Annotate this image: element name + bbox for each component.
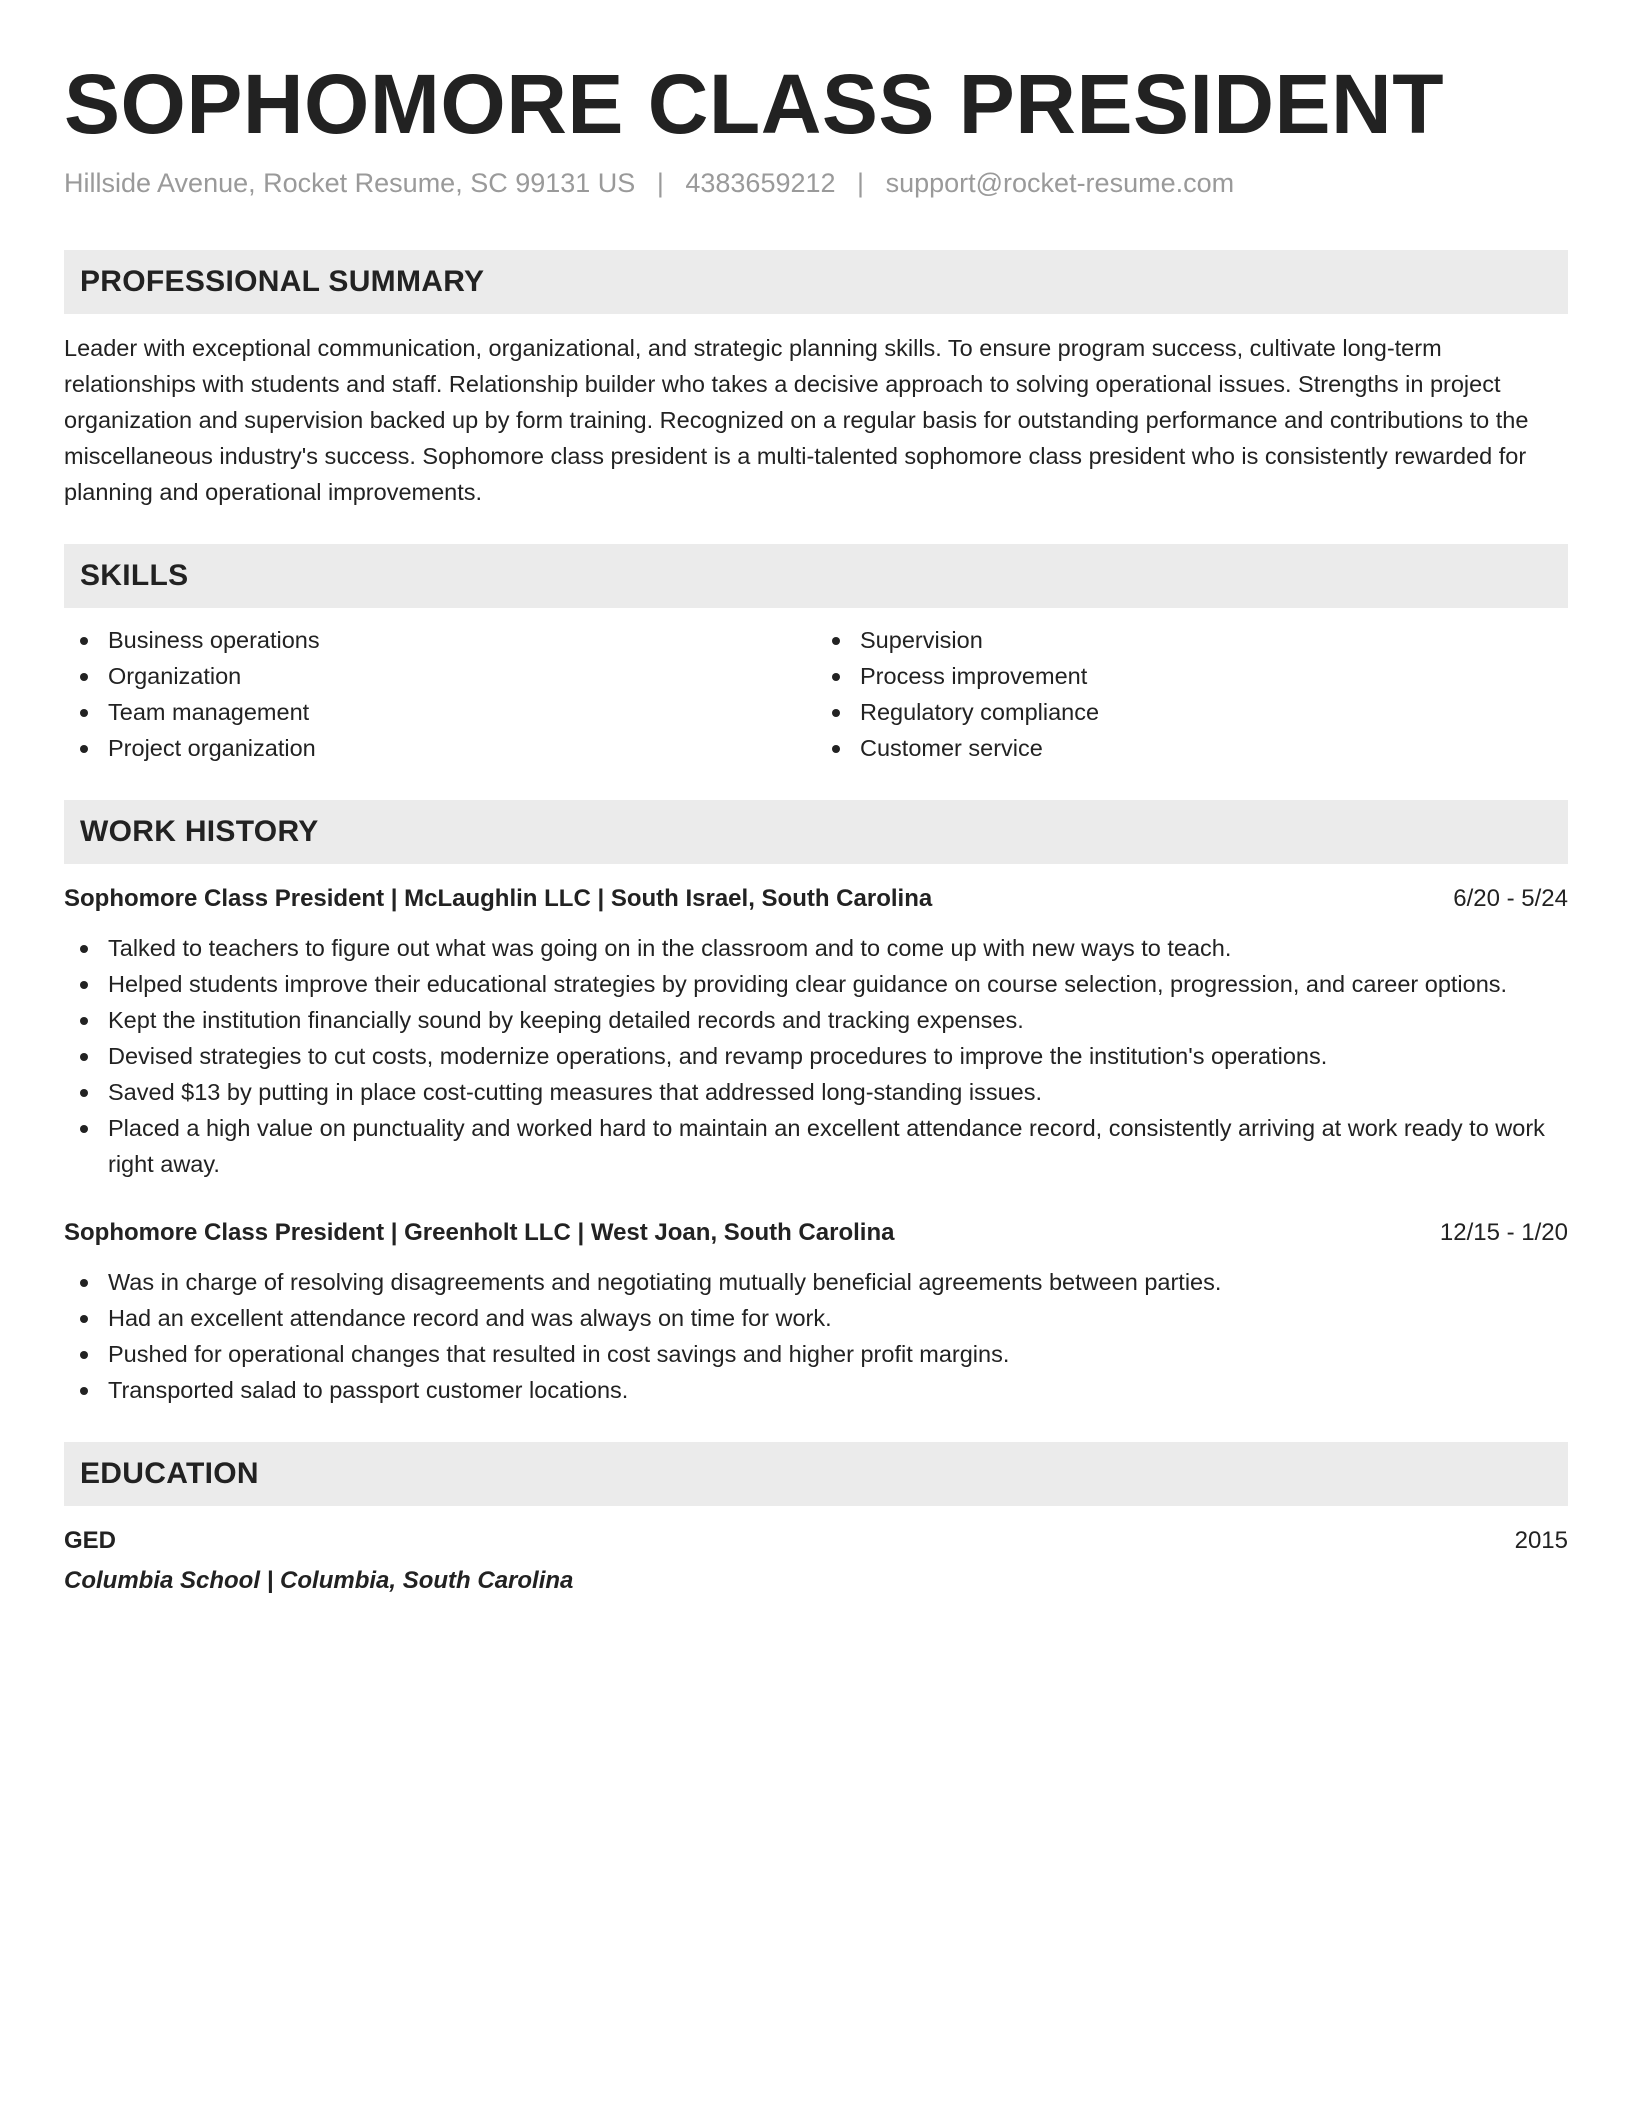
skill-item: Supervision — [816, 622, 1568, 658]
contact-separator: | — [857, 168, 865, 198]
education-heading: EDUCATION — [64, 1442, 1568, 1506]
skills-column-left — [64, 622, 816, 766]
job-dates: 6/20 - 5/24 — [1453, 885, 1568, 912]
education-entry — [64, 1524, 1568, 1558]
skills-column-right — [816, 622, 1568, 766]
job-bullets — [64, 930, 1568, 1182]
job-entry — [64, 1216, 1568, 1408]
skill-item: Process improvement — [816, 658, 1568, 694]
job-bullet: Talked to teachers to figure out what was going on in the classroom and to come up with new ways to teach. — [64, 930, 1568, 966]
job-bullet: Kept the institution financially sound by keeping detailed records and tracking expenses. — [64, 1002, 1568, 1038]
skill-item: Organization — [64, 658, 816, 694]
job-bullet: Was in charge of resolving disagreements and negotiating mutually beneficial agreements between parties. — [64, 1264, 1568, 1300]
education-year: 2015 — [1514, 1527, 1568, 1554]
summary-heading: PROFESSIONAL SUMMARY — [64, 250, 1568, 314]
job-bullet: Had an excellent attendance record and was always on time for work. — [64, 1300, 1568, 1336]
summary-text: Leader with exceptional communication, organizational, and strategic planning skills. To ensure program success, cultivate long-term relationships with students and staff. Relationship builder who takes a decisive approach to solving operational issues. Strengths in project organization and supervision backed up by form training. Recognized on a regular basis for outstanding performance and contributions to the miscellaneous industry's success. Sophomore class president is a multi-talented sophomore class president who is consistently rewarded for planning and operational improvements. — [64, 335, 1529, 505]
job-header — [64, 882, 1568, 916]
work-history-heading: WORK HISTORY — [64, 800, 1568, 864]
education-degree: GED — [64, 1527, 117, 1554]
job-bullets — [64, 1264, 1568, 1408]
job-bullet: Pushed for operational changes that resulted in cost savings and higher profit margins. — [64, 1336, 1568, 1372]
job-title: Sophomore Class President | Greenholt LLC | West Joan, South Carolina — [64, 1219, 895, 1246]
resume-name: SOPHOMORE CLASS PRESIDENT — [64, 57, 1445, 151]
job-entry — [64, 882, 1568, 1182]
contact-phone: 4383659212 — [685, 168, 836, 198]
skills-list — [64, 622, 1568, 766]
skill-item: Customer service — [816, 730, 1568, 766]
job-bullet: Transported salad to passport customer locations. — [64, 1372, 1568, 1408]
job-bullet: Helped students improve their educational strategies by providing clear guidance on course selection, progression, and career options. — [64, 966, 1568, 1002]
contact-line — [64, 166, 1568, 200]
job-bullet: Saved $13 by putting in place cost-cutting measures that addressed long-standing issues. — [64, 1074, 1568, 1110]
job-title: Sophomore Class President | McLaughlin LLC | South Israel, South Carolina — [64, 885, 933, 912]
contact-email: support@rocket-resume.com — [885, 168, 1235, 198]
skill-item: Business operations — [64, 622, 816, 658]
job-header — [64, 1216, 1568, 1250]
education-school: Columbia School | Columbia, South Carolina — [64, 1567, 574, 1594]
job-bullet: Placed a high value on punctuality and worked hard to maintain an excellent attendance record, consistently arriving at work ready to work right away. — [64, 1110, 1568, 1182]
skill-item: Project organization — [64, 730, 816, 766]
skill-item: Regulatory compliance — [816, 694, 1568, 730]
job-dates: 12/15 - 1/20 — [1439, 1219, 1568, 1246]
skills-heading: SKILLS — [64, 544, 1568, 608]
job-bullet: Devised strategies to cut costs, modernize operations, and revamp procedures to improve the institution's operations. — [64, 1038, 1568, 1074]
skill-item: Team management — [64, 694, 816, 730]
contact-separator: | — [656, 168, 664, 198]
contact-address: Hillside Avenue, Rocket Resume, SC 99131 US — [64, 168, 636, 198]
